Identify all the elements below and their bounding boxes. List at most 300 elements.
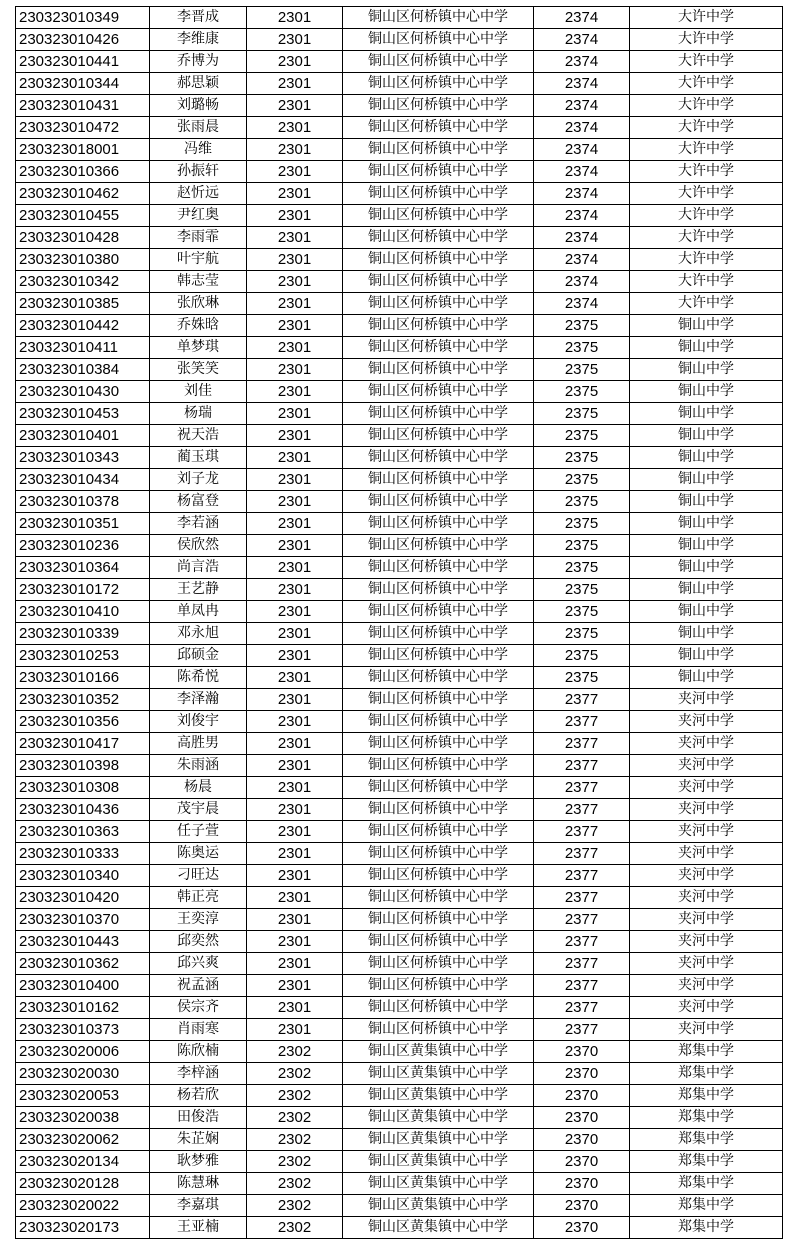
school-name-cell: 铜山区何桥镇中心中学 [343,447,534,469]
table-row [16,51,783,73]
exam-site-name-cell: 铜山中学 [630,601,783,623]
exam-site-name-cell: 铜山中学 [630,381,783,403]
student-name-cell: 侯欣然 [150,535,247,557]
school-name-cell: 铜山区何桥镇中心中学 [343,161,534,183]
school-name-cell: 铜山区何桥镇中心中学 [343,293,534,315]
school-name-cell: 铜山区何桥镇中心中学 [343,953,534,975]
school-name-cell: 铜山区何桥镇中心中学 [343,733,534,755]
school-name-cell: 铜山区何桥镇中心中学 [343,205,534,227]
school-name-cell: 铜山区何桥镇中心中学 [343,623,534,645]
exam-site-name-cell: 夹河中学 [630,865,783,887]
exam-site-code-cell: 2370 [534,1063,630,1085]
exam-site-code-cell: 2375 [534,403,630,425]
student-id-cell: 230323010417 [16,733,150,755]
school-name-cell: 铜山区何桥镇中心中学 [343,271,534,293]
exam-site-code-cell: 2377 [534,711,630,733]
student-id-cell: 230323010380 [16,249,150,271]
exam-site-name-cell: 大许中学 [630,73,783,95]
student-id-cell: 230323010443 [16,931,150,953]
student-id-cell: 230323010308 [16,777,150,799]
student-id-cell: 230323010356 [16,711,150,733]
school-name-cell: 铜山区何桥镇中心中学 [343,579,534,601]
school-code-cell: 2301 [247,821,343,843]
table-row [16,139,783,161]
exam-site-name-cell: 大许中学 [630,183,783,205]
student-id-cell: 230323010352 [16,689,150,711]
school-code-cell: 2301 [247,315,343,337]
student-name-cell: 叶宇航 [150,249,247,271]
exam-site-name-cell: 夹河中学 [630,755,783,777]
exam-site-name-cell: 大许中学 [630,29,783,51]
exam-site-code-cell: 2375 [534,315,630,337]
school-code-cell: 2301 [247,711,343,733]
school-code-cell: 2301 [247,667,343,689]
student-name-cell: 李若涵 [150,513,247,535]
exam-site-code-cell: 2377 [534,887,630,909]
school-name-cell: 铜山区黄集镇中心中学 [343,1129,534,1151]
table-row [16,95,783,117]
school-code-cell: 2301 [247,7,343,29]
table-row [16,909,783,931]
table-row [16,469,783,491]
exam-site-name-cell: 大许中学 [630,51,783,73]
student-name-cell: 孙振轩 [150,161,247,183]
school-code-cell: 2301 [247,513,343,535]
exam-site-code-cell: 2377 [534,733,630,755]
school-name-cell: 铜山区何桥镇中心中学 [343,777,534,799]
school-code-cell: 2302 [247,1173,343,1195]
exam-site-name-cell: 铜山中学 [630,579,783,601]
student-name-cell: 张雨晨 [150,117,247,139]
student-id-cell: 230323010373 [16,1019,150,1041]
student-id-cell: 230323020134 [16,1151,150,1173]
school-name-cell: 铜山区何桥镇中心中学 [343,821,534,843]
student-id-cell: 230323010344 [16,73,150,95]
school-name-cell: 铜山区何桥镇中心中学 [343,117,534,139]
table-row [16,887,783,909]
table-row [16,227,783,249]
table-row [16,1195,783,1217]
student-name-cell: 肖雨寒 [150,1019,247,1041]
exam-site-name-cell: 郑集中学 [630,1063,783,1085]
school-code-cell: 2301 [247,909,343,931]
student-id-cell: 230323010363 [16,821,150,843]
table-row [16,183,783,205]
school-name-cell: 铜山区何桥镇中心中学 [343,667,534,689]
school-code-cell: 2302 [247,1107,343,1129]
exam-site-code-cell: 2374 [534,73,630,95]
school-name-cell: 铜山区何桥镇中心中学 [343,887,534,909]
exam-site-name-cell: 郑集中学 [630,1173,783,1195]
school-code-cell: 2301 [247,755,343,777]
school-code-cell: 2301 [247,579,343,601]
exam-site-code-cell: 2375 [534,557,630,579]
student-name-cell: 尹红奥 [150,205,247,227]
student-name-cell: 陈欣楠 [150,1041,247,1063]
student-id-cell: 230323010401 [16,425,150,447]
exam-site-name-cell: 大许中学 [630,95,783,117]
student-name-cell: 陈慧琳 [150,1173,247,1195]
exam-site-name-cell: 郑集中学 [630,1195,783,1217]
school-name-cell: 铜山区何桥镇中心中学 [343,931,534,953]
school-code-cell: 2301 [247,931,343,953]
exam-site-code-cell: 2374 [534,29,630,51]
exam-site-name-cell: 郑集中学 [630,1129,783,1151]
exam-site-code-cell: 2375 [534,579,630,601]
exam-site-code-cell: 2377 [534,755,630,777]
exam-site-name-cell: 夹河中学 [630,997,783,1019]
school-code-cell: 2301 [247,73,343,95]
table-row [16,689,783,711]
table-row [16,667,783,689]
school-code-cell: 2302 [247,1085,343,1107]
exam-site-name-cell: 铜山中学 [630,337,783,359]
student-name-cell: 乔博为 [150,51,247,73]
student-id-cell: 230323010349 [16,7,150,29]
exam-site-code-cell: 2377 [534,799,630,821]
student-id-cell: 230323010462 [16,183,150,205]
student-name-cell: 陈希悦 [150,667,247,689]
table-row [16,1107,783,1129]
exam-site-name-cell: 铜山中学 [630,623,783,645]
exam-site-name-cell: 铜山中学 [630,447,783,469]
student-name-cell: 祝孟涵 [150,975,247,997]
exam-site-code-cell: 2374 [534,271,630,293]
exam-site-code-cell: 2375 [534,535,630,557]
student-id-cell: 230323010339 [16,623,150,645]
student-name-cell: 刘璐畅 [150,95,247,117]
exam-site-name-cell: 夹河中学 [630,1019,783,1041]
student-id-cell: 230323020006 [16,1041,150,1063]
student-name-cell: 李维康 [150,29,247,51]
student-id-cell: 230323010472 [16,117,150,139]
exam-site-code-cell: 2377 [534,931,630,953]
exam-site-code-cell: 2370 [534,1107,630,1129]
table-row [16,931,783,953]
exam-site-code-cell: 2374 [534,227,630,249]
school-code-cell: 2301 [247,733,343,755]
table-row [16,447,783,469]
student-id-cell: 230323020053 [16,1085,150,1107]
student-id-cell: 230323010385 [16,293,150,315]
student-id-cell: 230323010434 [16,469,150,491]
table-row [16,535,783,557]
student-name-cell: 邱奕然 [150,931,247,953]
student-name-cell: 耿梦雅 [150,1151,247,1173]
school-name-cell: 铜山区何桥镇中心中学 [343,601,534,623]
exam-site-name-cell: 大许中学 [630,249,783,271]
exam-site-name-cell: 铜山中学 [630,315,783,337]
exam-site-code-cell: 2375 [534,425,630,447]
student-name-cell: 王亚楠 [150,1217,247,1239]
school-name-cell: 铜山区何桥镇中心中学 [343,997,534,1019]
student-id-cell: 230323010400 [16,975,150,997]
student-name-cell: 邱兴爽 [150,953,247,975]
table-row [16,1019,783,1041]
school-code-cell: 2301 [247,359,343,381]
table-row [16,205,783,227]
exam-site-code-cell: 2374 [534,293,630,315]
table-row [16,997,783,1019]
exam-site-code-cell: 2375 [534,513,630,535]
school-code-cell: 2301 [247,95,343,117]
exam-site-code-cell: 2375 [534,381,630,403]
table-row [16,645,783,667]
table-row [16,1173,783,1195]
student-name-cell: 刘俊宇 [150,711,247,733]
table-row [16,271,783,293]
school-name-cell: 铜山区黄集镇中心中学 [343,1063,534,1085]
table-row [16,359,783,381]
school-code-cell: 2301 [247,293,343,315]
exam-site-name-cell: 大许中学 [630,205,783,227]
exam-site-name-cell: 铜山中学 [630,425,783,447]
exam-site-code-cell: 2374 [534,7,630,29]
student-id-cell: 230323010342 [16,271,150,293]
school-code-cell: 2301 [247,1019,343,1041]
student-id-cell: 230323010378 [16,491,150,513]
exam-site-name-cell: 大许中学 [630,271,783,293]
table-row [16,953,783,975]
student-id-cell: 230323020038 [16,1107,150,1129]
exam-site-code-cell: 2375 [534,601,630,623]
table-row [16,117,783,139]
exam-site-name-cell: 夹河中学 [630,777,783,799]
student-name-cell: 邱硕金 [150,645,247,667]
exam-site-name-cell: 郑集中学 [630,1151,783,1173]
exam-site-code-cell: 2375 [534,645,630,667]
table-row [16,623,783,645]
school-name-cell: 铜山区黄集镇中心中学 [343,1085,534,1107]
school-name-cell: 铜山区何桥镇中心中学 [343,689,534,711]
exam-site-code-cell: 2370 [534,1217,630,1239]
student-id-cell: 230323010366 [16,161,150,183]
student-id-cell: 230323010172 [16,579,150,601]
table-row [16,799,783,821]
exam-site-name-cell: 大许中学 [630,227,783,249]
student-id-cell: 230323020022 [16,1195,150,1217]
exam-site-code-cell: 2377 [534,843,630,865]
table-row [16,7,783,29]
school-code-cell: 2301 [247,227,343,249]
exam-site-name-cell: 大许中学 [630,139,783,161]
school-name-cell: 铜山区黄集镇中心中学 [343,1195,534,1217]
table-row [16,1217,783,1239]
exam-site-name-cell: 郑集中学 [630,1041,783,1063]
student-name-cell: 郝思颖 [150,73,247,95]
table-row [16,733,783,755]
student-name-cell: 韩志莹 [150,271,247,293]
student-id-cell: 230323010430 [16,381,150,403]
exam-site-code-cell: 2377 [534,689,630,711]
student-name-cell: 杨若欣 [150,1085,247,1107]
exam-site-code-cell: 2370 [534,1085,630,1107]
table-row [16,755,783,777]
exam-site-code-cell: 2374 [534,161,630,183]
school-name-cell: 铜山区何桥镇中心中学 [343,403,534,425]
table-row [16,557,783,579]
school-name-cell: 铜山区何桥镇中心中学 [343,755,534,777]
exam-site-name-cell: 夹河中学 [630,931,783,953]
school-code-cell: 2301 [247,799,343,821]
student-name-cell: 蔺玉琪 [150,447,247,469]
school-code-cell: 2301 [247,403,343,425]
exam-site-code-cell: 2375 [534,667,630,689]
school-code-cell: 2301 [247,491,343,513]
student-name-cell: 王奕淳 [150,909,247,931]
student-name-cell: 侯宗齐 [150,997,247,1019]
school-code-cell: 2301 [247,205,343,227]
student-id-cell: 230323018001 [16,139,150,161]
student-name-cell: 李晋成 [150,7,247,29]
table-row [16,403,783,425]
student-id-cell: 230323010236 [16,535,150,557]
school-name-cell: 铜山区何桥镇中心中学 [343,469,534,491]
exam-site-code-cell: 2370 [534,1195,630,1217]
exam-site-name-cell: 夹河中学 [630,843,783,865]
exam-site-code-cell: 2377 [534,865,630,887]
exam-site-code-cell: 2375 [534,469,630,491]
table-row [16,601,783,623]
exam-site-code-cell: 2375 [534,447,630,469]
school-code-cell: 2301 [247,117,343,139]
student-id-cell: 230323010428 [16,227,150,249]
student-id-cell: 230323010384 [16,359,150,381]
student-id-cell: 230323010253 [16,645,150,667]
school-name-cell: 铜山区何桥镇中心中学 [343,95,534,117]
exam-site-code-cell: 2374 [534,205,630,227]
student-id-cell: 230323010333 [16,843,150,865]
school-code-cell: 2302 [247,1151,343,1173]
table-row [16,29,783,51]
student-id-cell: 230323010340 [16,865,150,887]
school-code-cell: 2301 [247,865,343,887]
student-name-cell: 刁旺达 [150,865,247,887]
school-name-cell: 铜山区何桥镇中心中学 [343,1019,534,1041]
exam-site-name-cell: 大许中学 [630,161,783,183]
student-id-cell: 230323010166 [16,667,150,689]
school-code-cell: 2301 [247,975,343,997]
school-name-cell: 铜山区黄集镇中心中学 [343,1151,534,1173]
table-row [16,1063,783,1085]
table-row [16,1129,783,1151]
student-name-cell: 茂宇晨 [150,799,247,821]
school-name-cell: 铜山区何桥镇中心中学 [343,227,534,249]
table-row [16,249,783,271]
school-code-cell: 2301 [247,623,343,645]
student-name-cell: 王艺静 [150,579,247,601]
student-name-cell: 单梦琪 [150,337,247,359]
exam-site-name-cell: 铜山中学 [630,359,783,381]
exam-site-code-cell: 2370 [534,1129,630,1151]
exam-site-code-cell: 2374 [534,139,630,161]
school-name-cell: 铜山区黄集镇中心中学 [343,1107,534,1129]
student-name-cell: 张笑笑 [150,359,247,381]
exam-site-name-cell: 夹河中学 [630,689,783,711]
table-row [16,381,783,403]
table-row [16,843,783,865]
student-id-cell: 230323020173 [16,1217,150,1239]
exam-site-code-cell: 2377 [534,777,630,799]
table-row [16,293,783,315]
school-code-cell: 2301 [247,469,343,491]
school-code-cell: 2301 [247,381,343,403]
table-row [16,777,783,799]
exam-site-name-cell: 郑集中学 [630,1085,783,1107]
exam-site-name-cell: 大许中学 [630,293,783,315]
exam-site-name-cell: 夹河中学 [630,953,783,975]
table-body [16,7,783,1239]
student-name-cell: 韩正亮 [150,887,247,909]
table-row [16,1085,783,1107]
school-name-cell: 铜山区何桥镇中心中学 [343,29,534,51]
exam-site-code-cell: 2370 [534,1151,630,1173]
student-id-cell: 230323010398 [16,755,150,777]
school-code-cell: 2302 [247,1041,343,1063]
school-code-cell: 2302 [247,1195,343,1217]
student-id-cell: 230323020062 [16,1129,150,1151]
table-row [16,1151,783,1173]
school-code-cell: 2301 [247,887,343,909]
table-row [16,425,783,447]
school-name-cell: 铜山区何桥镇中心中学 [343,139,534,161]
school-code-cell: 2302 [247,1063,343,1085]
student-name-cell: 李泽瀚 [150,689,247,711]
student-name-cell: 刘佳 [150,381,247,403]
student-name-cell: 乔姝晗 [150,315,247,337]
student-name-cell: 杨晨 [150,777,247,799]
school-code-cell: 2301 [247,777,343,799]
student-name-cell: 邓永旭 [150,623,247,645]
student-name-cell: 田俊浩 [150,1107,247,1129]
student-id-cell: 230323010162 [16,997,150,1019]
school-name-cell: 铜山区何桥镇中心中学 [343,865,534,887]
exam-site-name-cell: 夹河中学 [630,821,783,843]
student-name-cell: 单凤冉 [150,601,247,623]
exam-site-name-cell: 郑集中学 [630,1217,783,1239]
exam-site-code-cell: 2377 [534,1019,630,1041]
exam-site-name-cell: 大许中学 [630,117,783,139]
student-id-cell: 230323010370 [16,909,150,931]
school-name-cell: 铜山区何桥镇中心中学 [343,337,534,359]
school-name-cell: 铜山区何桥镇中心中学 [343,73,534,95]
table-row [16,579,783,601]
table-row [16,161,783,183]
school-name-cell: 铜山区何桥镇中心中学 [343,513,534,535]
school-name-cell: 铜山区何桥镇中心中学 [343,909,534,931]
school-name-cell: 铜山区何桥镇中心中学 [343,535,534,557]
school-name-cell: 铜山区何桥镇中心中学 [343,359,534,381]
student-id-cell: 230323010364 [16,557,150,579]
student-name-cell: 尚言浩 [150,557,247,579]
student-id-cell: 230323010410 [16,601,150,623]
school-code-cell: 2301 [247,183,343,205]
school-code-cell: 2301 [247,953,343,975]
admission-table [15,6,783,1239]
exam-site-name-cell: 夹河中学 [630,711,783,733]
student-name-cell: 陈奥运 [150,843,247,865]
student-id-cell: 230323010362 [16,953,150,975]
exam-site-code-cell: 2377 [534,975,630,997]
school-name-cell: 铜山区何桥镇中心中学 [343,183,534,205]
exam-site-name-cell: 夹河中学 [630,733,783,755]
exam-site-code-cell: 2375 [534,359,630,381]
student-id-cell: 230323010420 [16,887,150,909]
school-code-cell: 2301 [247,535,343,557]
school-code-cell: 2301 [247,425,343,447]
student-name-cell: 冯维 [150,139,247,161]
school-name-cell: 铜山区黄集镇中心中学 [343,1217,534,1239]
